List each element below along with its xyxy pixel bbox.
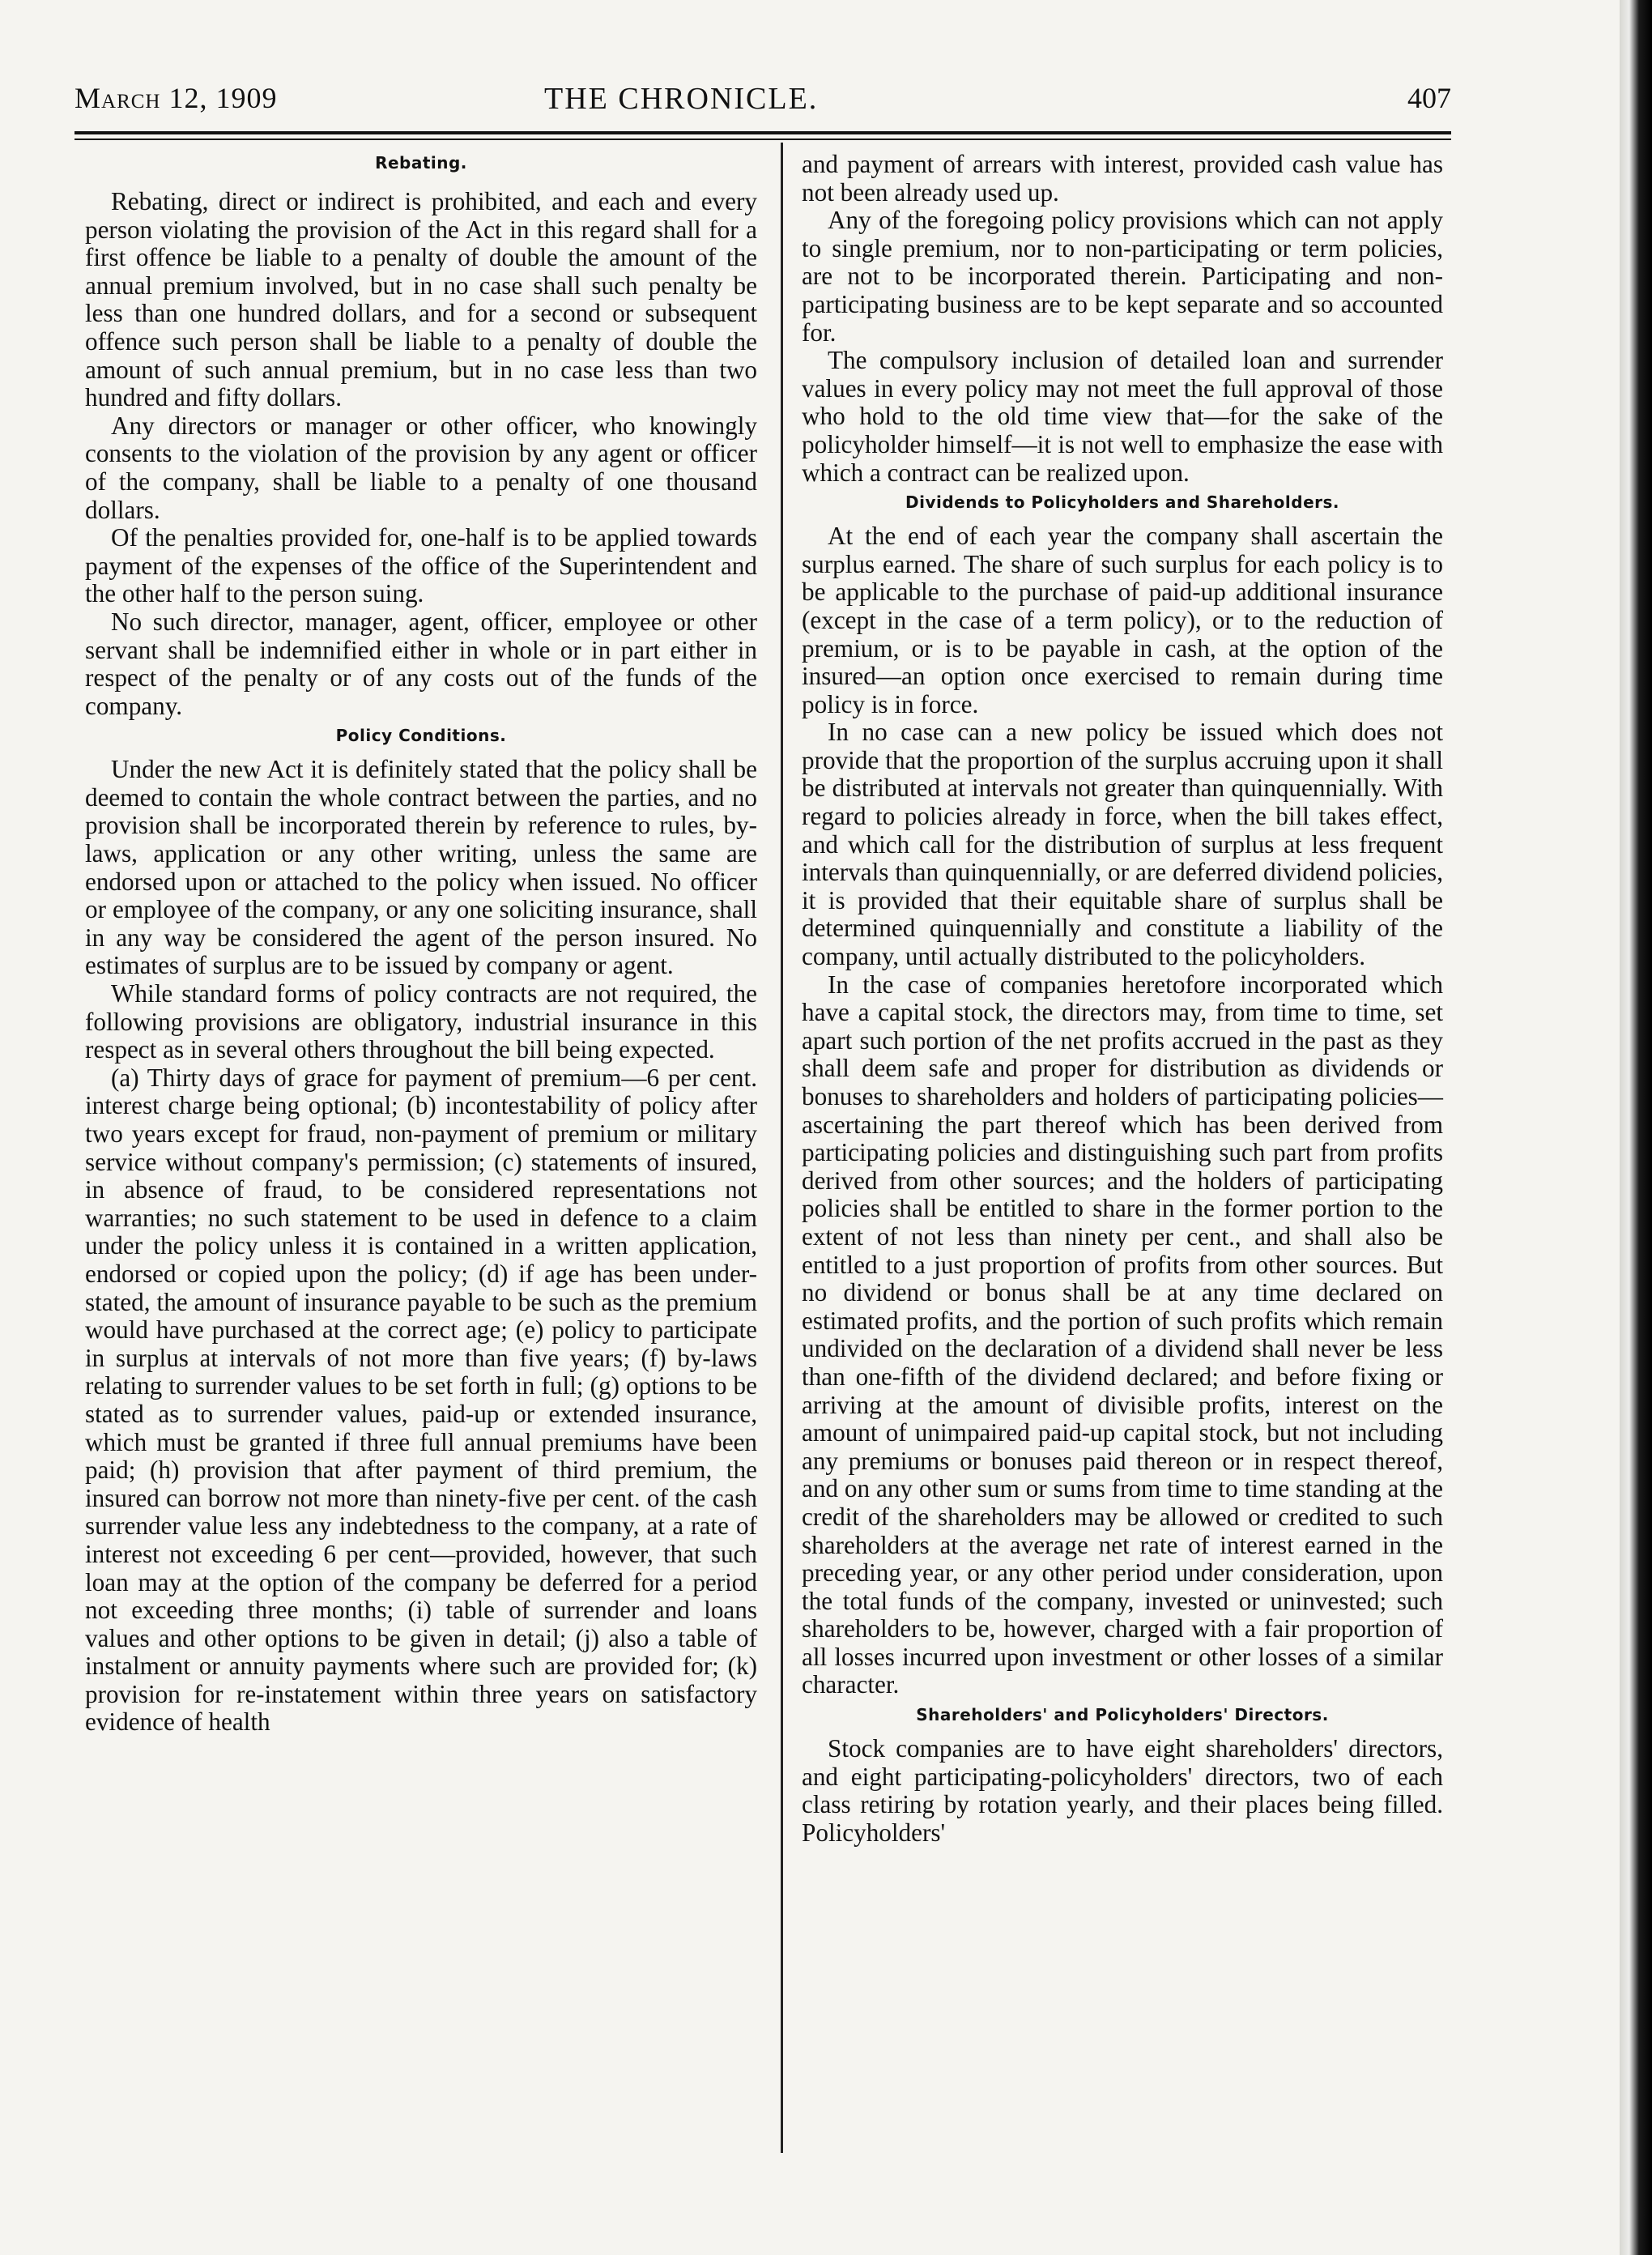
paragraph: Of the penalties provided for, one-half is to be applied towards payment of the expenses of the office of the Superintendent and the other half to the person suing. <box>85 523 757 608</box>
left-column <box>85 151 757 1737</box>
paragraph: Any directors or manager or other officer, who knowingly consents to the violation of the provision by any agent or officer of the company, shall be liable to a penalty of one thousand dollars. <box>85 411 757 524</box>
column-divider <box>781 143 783 2153</box>
page-number: 407 <box>1407 82 1451 114</box>
paragraph-continuation: and payment of arrears with interest, provided cash value has not been already used up. <box>802 150 1443 207</box>
paragraph: No such director, manager, agent, officer, employee or other servant shall be indemnified either in whole or in part either in respect of the penalty or of any costs out of the funds of the company. <box>85 607 757 720</box>
header-date: March 12, 1909 <box>75 82 278 114</box>
paragraph: While standard forms of policy contracts are not required, the following provisions are obligatory, industrial insurance in this respect as in several others throughout the bill being expected. <box>85 979 757 1064</box>
header-rule-thick <box>75 131 1451 134</box>
paragraph: Stock companies are to have eight shareholders' directors, and eight participating-policyholders' directors, two of each class retiring by rotation yearly, and their places being filled. Policyholders' <box>802 1734 1443 1847</box>
paragraph: (a) Thirty days of grace for payment of premium—6 per cent. interest charge being optional; (b) incontestability of policy after two years except for fraud, non-payment of premium or military service without company's permission; (c) statements of insured, in absence of fraud, to be considered representations not warranties; no such statement to be used in defence to a claim under the policy unless it is contained in a written application, endorsed or copied upon the policy; (d) if age has been under-stated, the amount of insurance payable to be such as the premium would have purchased at the correct age; (e) policy to participate in surplus at intervals of not more than five years; (f) by-laws relating to surrender values to be set forth in full; (g) options to be stated as to surrender values, paid-up or extended insurance, which must be granted if three full annual premiums have been paid; (h) provision that after payment of third premium, the insured can borrow not more than ninety-five per cent. of the cash surrender value less any indebtedness to the company, at a rate of interest not exceeding 6 per cent—provided, however, that such loan may at the option of the company be deferred for a period not exceeding three months; (i) table of surrender and loans values and other options to be given in detail; (j) also a table of instalment or annuity payments where such are provided for; (k) provision for re-instatement within three years on satisfactory evidence of health <box>85 1063 757 1737</box>
header-rule-thin <box>75 139 1451 140</box>
paragraph: Any of the foregoing policy provisions which can not apply to single premium, nor to non-participating or term policies, are not to be incorporated therein. Participating and non-participating business are to be kept separate and so accounted for. <box>802 206 1443 347</box>
book-binding-edge <box>1620 0 1652 2255</box>
section-heading-dividends: Dividends to Policyholders and Shareholders. <box>905 492 1340 513</box>
right-column <box>802 151 1443 1847</box>
paragraph: Under the new Act it is definitely stated that the policy shall be deemed to contain the whole contract between the parties, and no provision shall be incorporated therein by reference to rules, by-laws, application or any other writing, unless the same are endorsed upon or attached to the policy when issued. No officer or employee of the company, or any one soliciting insurance, shall in any way be considered the agent of the person insured. No estimates of surplus are to be issued by company or agent. <box>85 755 757 980</box>
paragraph: Rebating, direct or indirect is prohibited, and each and every person violating the provision of the Act in this regard shall for a first offence be liable to a penalty of double the amount of the annual premium involved, but in no case shall such penalty be less than one hundred dollars, and for a second or subsequent offence such person shall be liable to a penalty of double the amount of such annual premium, but in no case less than two hundred and fifty dollars. <box>85 187 757 412</box>
section-heading-rebating: Rebating. <box>375 153 467 173</box>
paragraph: The compulsory inclusion of detailed loan and surrender values in every policy may not meet the full approval of those who hold to the old time view that—for the sake of the policyholder himself—it is not well to emphasize the ease with which a contract can be realized upon. <box>802 346 1443 487</box>
paragraph: At the end of each year the company shall ascertain the surplus earned. The share of such surplus for each policy is to be applicable to the purchase of paid-up additional insurance (except in the case of a term policy), or to the reduction of premium, or is to be payable in cash, at the option of the insured—an option once exercised to remain during time policy is in force. <box>802 522 1443 718</box>
page-header <box>75 81 1451 130</box>
paragraph: In no case can a new policy be issued which does not provide that the proportion of the surplus accruing upon it shall be distributed at intervals not greater than quinquennially. With regard to policies already in force, when the bill takes effect, and which call for the distribution of surplus at less frequent intervals than quinquennially, or are deferred dividend policies, it is provided that their equitable share of surplus shall be determined quinquennially and constitute a liability of the company, until actually distributed to the policyholders. <box>802 718 1443 971</box>
publication-title: THE CHRONICLE. <box>544 82 819 116</box>
paragraph: In the case of companies heretofore incorporated which have a capital stock, the directors may, from time to time, set apart such portion of the net profits accrued in the past as they shall deem safe and proper for distribution as dividends or bonuses to shareholders and holders of participating policies—ascertaining the part thereof which has been derived from participating policies and distinguishing such part from profits derived from other sources; and the holders of participating policies shall be entitled to share in the former portion to the extent of not less than ninety per cent., and shall also be entitled to a just proportion of profits from other sources. But no dividend or bonus shall be at any time declared on estimated profits, and the portion of such profits which remain undivided on the declaration of a dividend shall never be less than one-fifth of the dividend declared; and before fixing or arriving at the amount of divisible profits, interest on the amount of unimpaired paid-up capital stock, but not including any premiums or bonuses paid thereon or in respect thereof, and on any other sum or sums from time to time standing at the credit of the shareholders may be allowed or credited to such shareholders at the average net rate of interest earned in the preceding year, or any other period under consideration, upon the total funds of the company, invested or uninvested; such shareholders to be, however, charged with a fair proportion of all losses incurred upon investment or other losses of a similar character. <box>802 970 1443 1699</box>
section-heading-policy-conditions: Policy Conditions. <box>335 726 507 746</box>
section-heading-directors: Shareholders' and Policyholders' Directors. <box>916 1705 1329 1725</box>
